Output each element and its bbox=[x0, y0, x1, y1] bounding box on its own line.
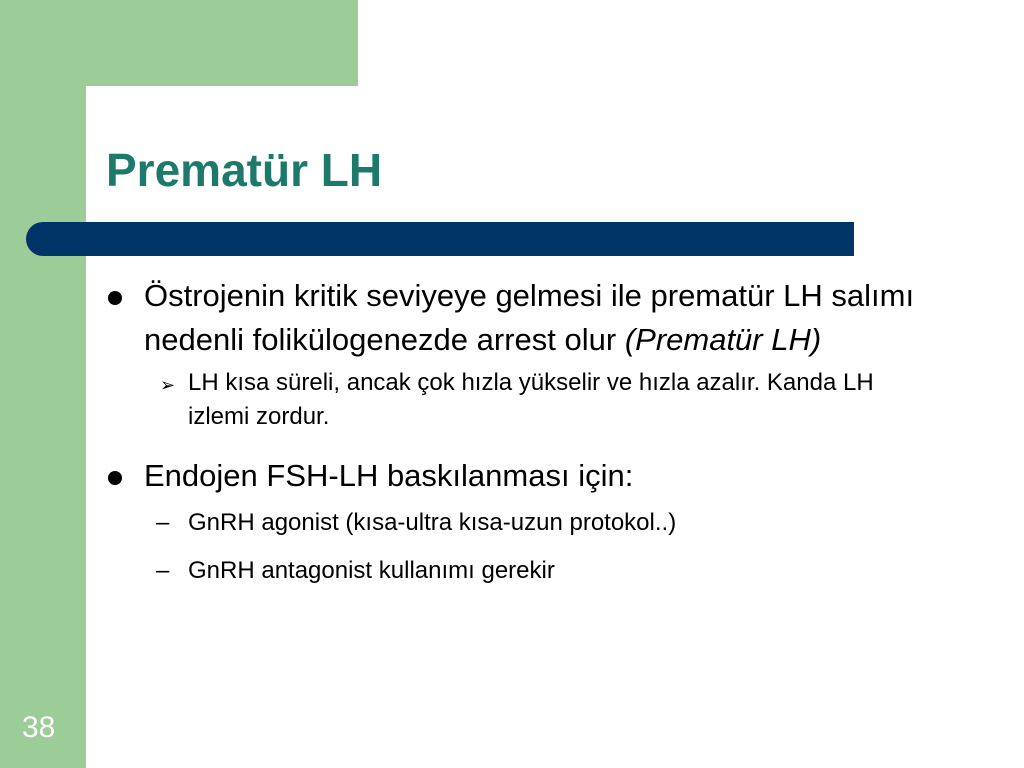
bullet-italic-text: (Prematür LH) bbox=[624, 322, 822, 357]
panel-corner-curve bbox=[86, 86, 130, 130]
bullet-text: Östrojenin kritik seviyeye gelmesi ile prematür LH salımı nedenli folikülogenezde arrest olur bbox=[144, 278, 915, 357]
bullet-item bbox=[104, 274, 924, 362]
title-underline-bar bbox=[26, 222, 854, 256]
bullet-dot-icon bbox=[108, 291, 122, 305]
green-top-panel bbox=[0, 0, 358, 86]
dash-bullet-icon: – bbox=[156, 509, 170, 536]
green-side-panel bbox=[0, 0, 86, 768]
slide-number: 38 bbox=[22, 711, 56, 744]
sub-bullet-item bbox=[104, 554, 924, 588]
sub-bullet-text: LH kısa süreli, ancak çok hızla yükselir ve hızla azalır. Kanda LH izlemi zordur. bbox=[188, 369, 874, 430]
sub-bullet-text: GnRH antagonist kullanımı gerekir bbox=[188, 557, 555, 584]
slide-content bbox=[104, 274, 924, 588]
sub-bullet-text: GnRH agonist (kısa-ultra kısa-uzun protokol..) bbox=[188, 509, 677, 536]
slide-title: Prematür LH bbox=[106, 144, 383, 196]
sub-bullet-item bbox=[104, 366, 924, 434]
bullet-dot-icon bbox=[108, 471, 122, 485]
dash-bullet-icon: – bbox=[156, 557, 170, 584]
bullet-text: Endojen FSH-LH baskılanması için: bbox=[144, 458, 634, 493]
bullet-item bbox=[104, 454, 924, 498]
sub-bullet-item bbox=[104, 506, 924, 540]
arrow-bullet-icon: ➢ bbox=[160, 375, 176, 395]
